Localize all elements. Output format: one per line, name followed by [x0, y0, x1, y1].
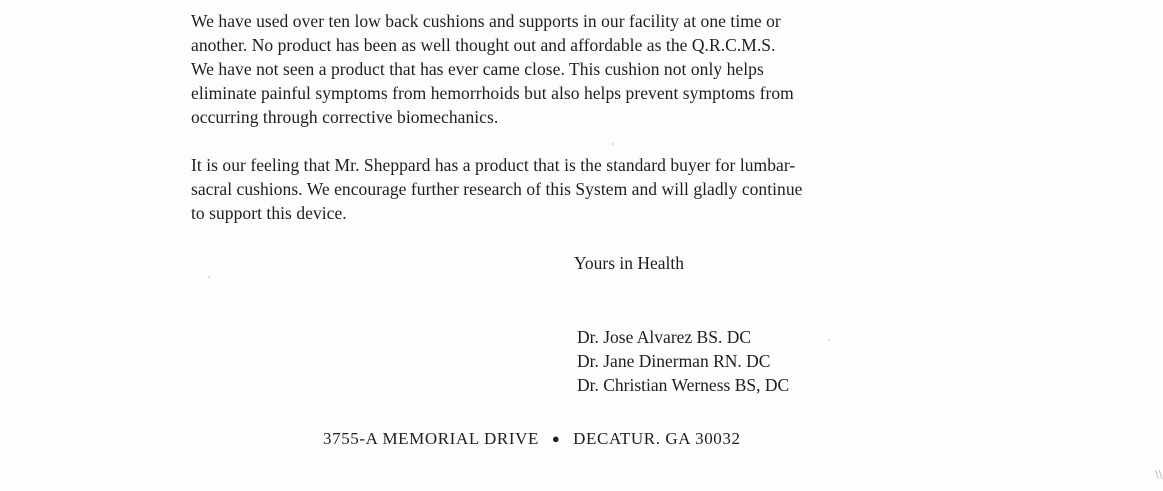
- paragraph-line: We have used over ten low back cushions and supports in our facility at one time or: [191, 11, 781, 31]
- paragraph-line: occurring through corrective biomechanics.: [191, 107, 499, 127]
- scan-speck: [208, 276, 210, 278]
- paragraph-line: to support this device.: [191, 203, 347, 223]
- signatory: Dr. Jose Alvarez BS. DC: [577, 327, 752, 347]
- paragraph-line: sacral cushions. We encourage further research of this System and will gladly continue: [191, 179, 803, 199]
- closing-salutation: Yours in Health: [574, 253, 685, 273]
- letterhead-address: [323, 428, 741, 450]
- bullet-separator: ●: [551, 431, 561, 446]
- body-paragraph-2: [191, 153, 981, 225]
- body-paragraph-1: [191, 9, 981, 129]
- signatory-list: [577, 325, 789, 397]
- address-street: 3755-A MEMORIAL DRIVE: [323, 429, 539, 448]
- signatory: Dr. Christian Werness BS, DC: [577, 375, 790, 395]
- paragraph-line: We have not seen a product that has ever came close. This cushion not only helps: [191, 59, 764, 79]
- scan-speck: [828, 339, 830, 341]
- address-city: DECATUR. GA 30032: [573, 429, 741, 448]
- signatory: Dr. Jane Dinerman RN. DC: [577, 351, 771, 371]
- paragraph-line: It is our feeling that Mr. Sheppard has a product that is the standard buyer for lumbar-: [191, 155, 796, 175]
- scan-corner-mark: \\: [1155, 468, 1163, 481]
- scan-speck: [612, 143, 614, 145]
- paragraph-line: eliminate painful symptoms from hemorrhoids but also helps prevent symptoms from: [191, 83, 794, 103]
- paragraph-line: another. No product has been as well thought out and affordable as the Q.R.C.M.S.: [191, 35, 776, 55]
